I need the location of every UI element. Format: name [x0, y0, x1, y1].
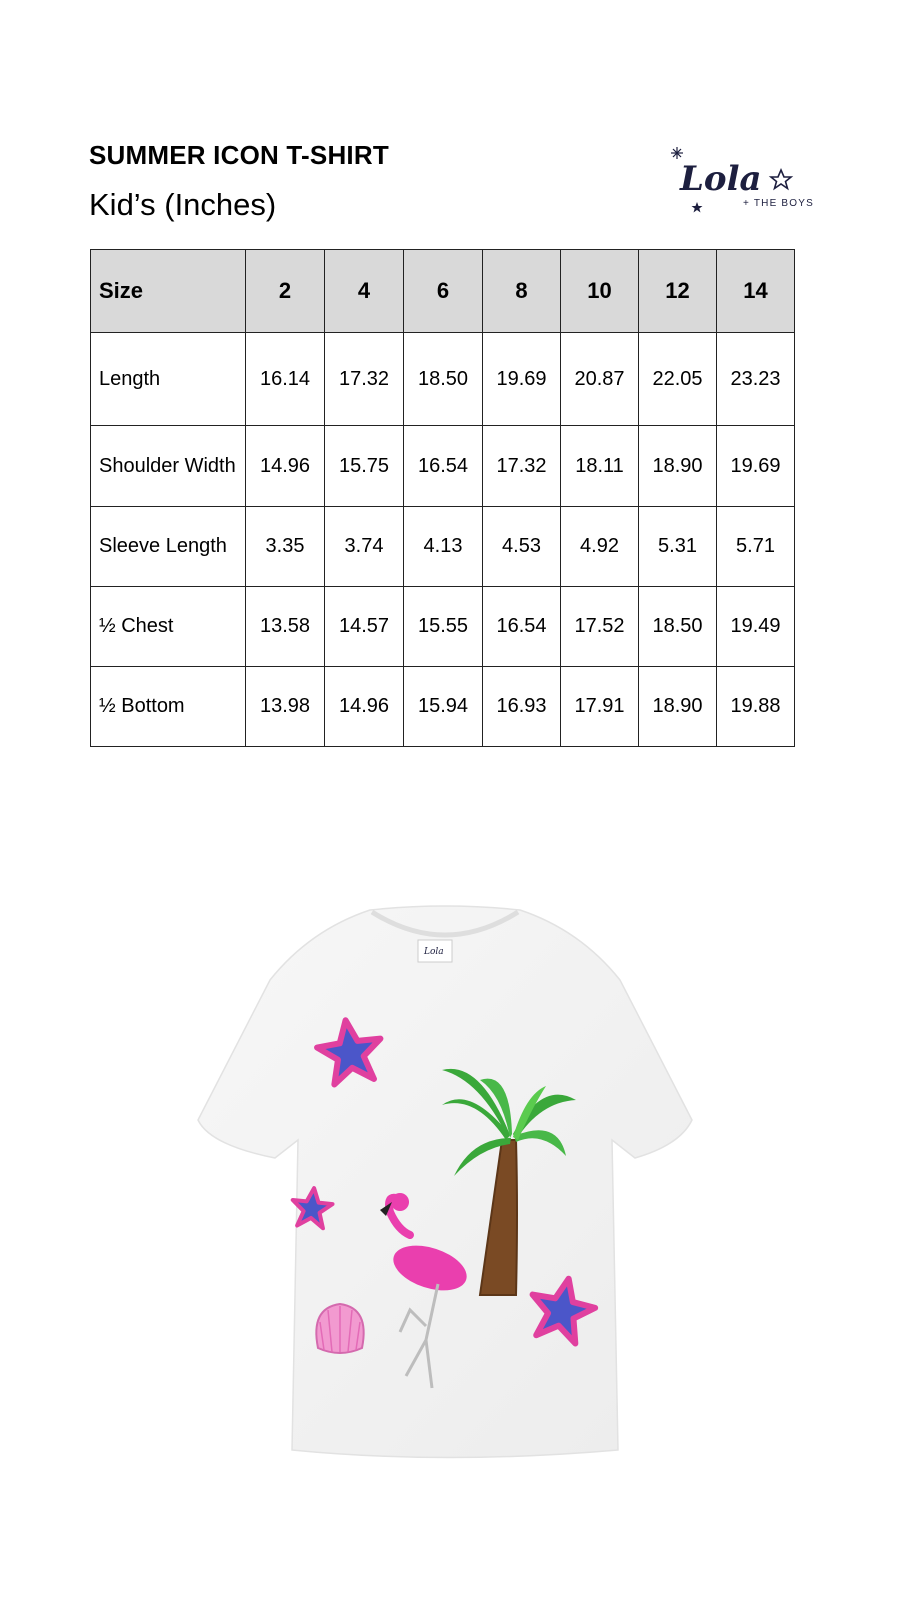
table-cell: 16.93	[483, 667, 561, 747]
table-row	[91, 426, 795, 507]
neck-label-text: Lola	[424, 947, 444, 957]
table-cell: 18.50	[404, 333, 483, 426]
row-label: Length	[91, 333, 246, 426]
table-cell: 22.05	[639, 333, 717, 426]
size-column-header: 10	[561, 250, 639, 333]
table-cell: 19.69	[483, 333, 561, 426]
table-cell: 4.53	[483, 507, 561, 587]
table-cell: 4.13	[404, 507, 483, 587]
table-cell: 16.14	[246, 333, 325, 426]
star-filled-icon	[692, 202, 703, 213]
row-label: ½ Bottom	[91, 667, 246, 747]
size-column-header: 6	[404, 250, 483, 333]
row-label: ½ Chest	[91, 587, 246, 667]
table-row	[91, 507, 795, 587]
table-cell: 17.52	[561, 587, 639, 667]
table-cell: 4.92	[561, 507, 639, 587]
tshirt-body	[198, 906, 692, 1458]
table-cell: 13.58	[246, 587, 325, 667]
table-cell: 15.75	[325, 426, 404, 507]
size-column-header: 8	[483, 250, 561, 333]
size-column-header: 2	[246, 250, 325, 333]
table-cell: 19.69	[717, 426, 795, 507]
table-cell: 18.50	[639, 587, 717, 667]
row-label: Shoulder Width	[91, 426, 246, 507]
table-cell: 23.23	[717, 333, 795, 426]
table-cell: 20.87	[561, 333, 639, 426]
table-row	[91, 667, 795, 747]
table-row	[91, 587, 795, 667]
table-cell: 19.88	[717, 667, 795, 747]
product-title: SUMMER ICON T-SHIRT	[89, 140, 389, 170]
table-cell: 5.71	[717, 507, 795, 587]
table-cell: 3.35	[246, 507, 325, 587]
table-cell: 16.54	[483, 587, 561, 667]
logo-tagline: + THE BOYS	[743, 198, 815, 209]
table-row	[91, 333, 795, 426]
brand-logo	[665, 140, 815, 220]
table-cell: 17.32	[325, 333, 404, 426]
table-cell: 16.54	[404, 426, 483, 507]
table-cell: 17.91	[561, 667, 639, 747]
table-cell: 3.74	[325, 507, 404, 587]
table-cell: 14.96	[325, 667, 404, 747]
size-column-header: 14	[717, 250, 795, 333]
table-cell: 5.31	[639, 507, 717, 587]
product-subtitle: Kid’s (Inches)	[89, 187, 277, 222]
row-label: Sleeve Length	[91, 507, 246, 587]
table-cell: 14.57	[325, 587, 404, 667]
size-header-cell: Size	[91, 250, 246, 333]
table-cell: 19.49	[717, 587, 795, 667]
table-cell: 18.90	[639, 426, 717, 507]
table-cell: 14.96	[246, 426, 325, 507]
table-cell: 18.11	[561, 426, 639, 507]
star-outline-icon	[771, 170, 791, 189]
table-cell: 15.55	[404, 587, 483, 667]
size-column-header: 4	[325, 250, 404, 333]
table-cell: 18.90	[639, 667, 717, 747]
sparkle-icon	[671, 147, 683, 159]
logo-wordmark: Lola	[680, 159, 762, 199]
tshirt-image	[180, 890, 710, 1470]
table-header-row	[91, 250, 795, 333]
table-cell: 15.94	[404, 667, 483, 747]
size-chart-table	[90, 249, 795, 747]
size-column-header: 12	[639, 250, 717, 333]
table-cell: 17.32	[483, 426, 561, 507]
seashell-icon	[316, 1304, 363, 1353]
table-cell: 13.98	[246, 667, 325, 747]
